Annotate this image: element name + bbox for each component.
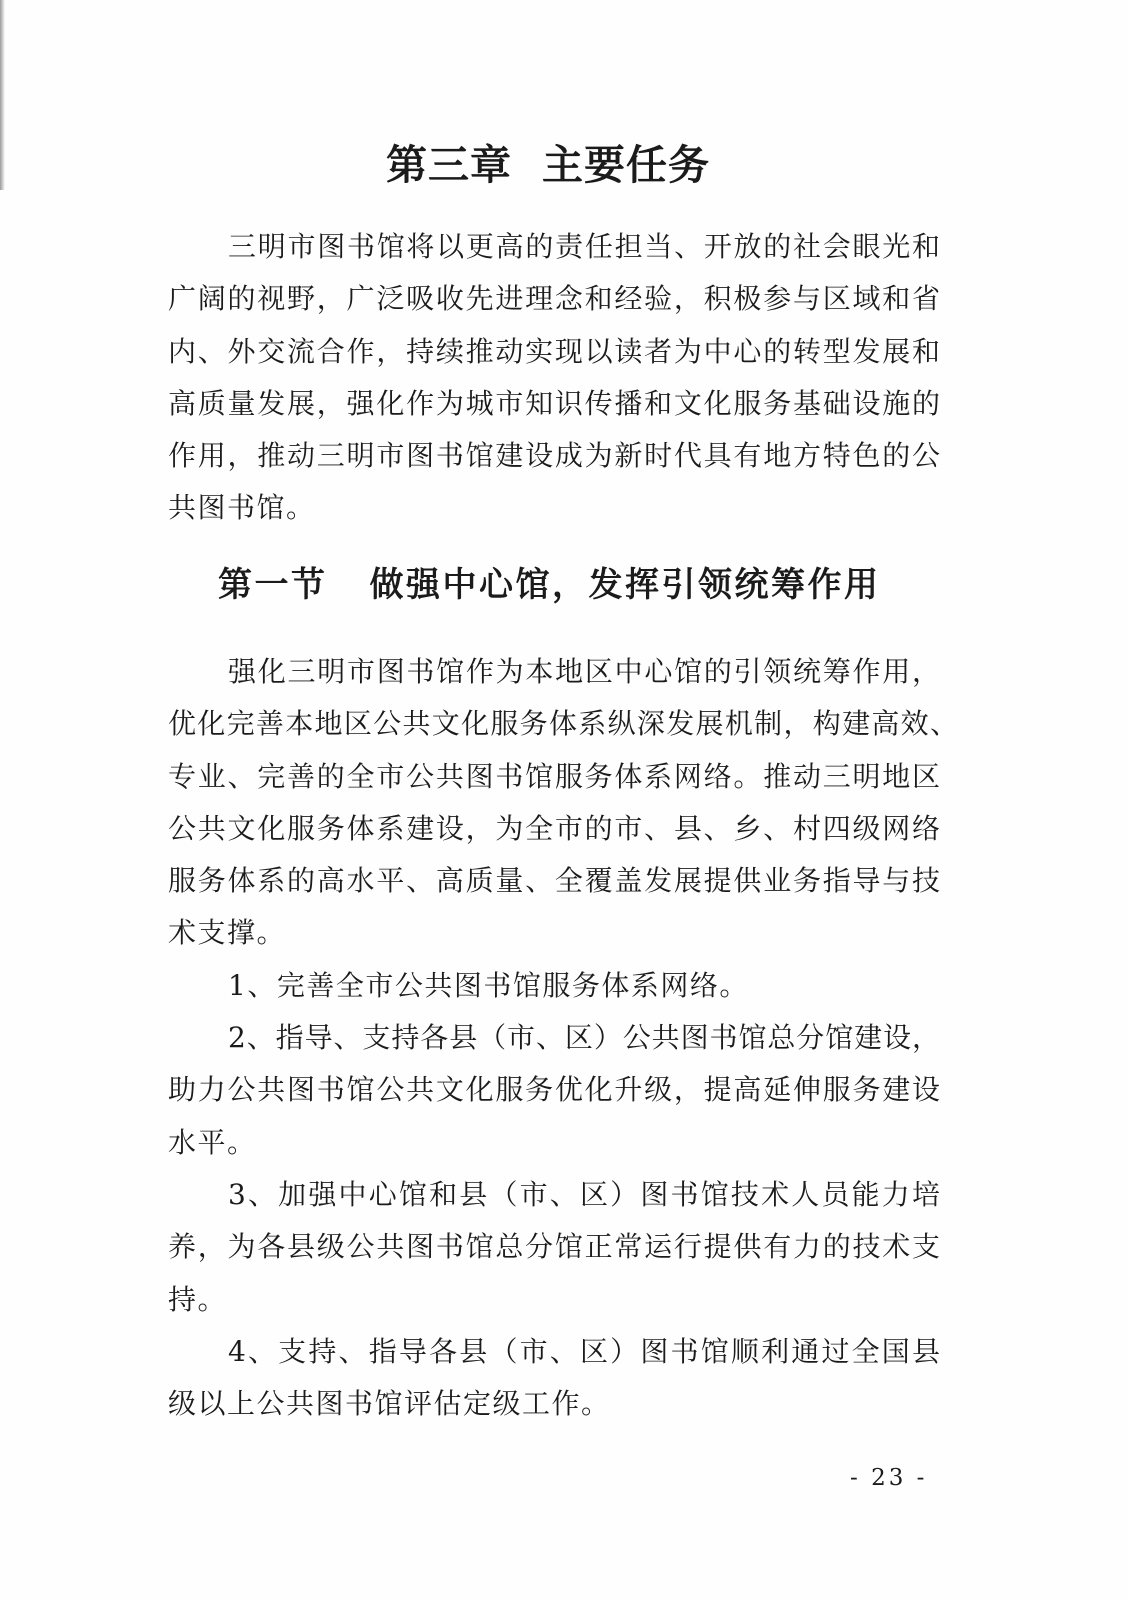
page-number: - 23 - — [850, 1465, 928, 1491]
paragraph-line: 水平。 — [168, 1125, 257, 1159]
task-item-2 — [168, 1012, 940, 1169]
paragraph-line: 优化完善本地区公共文化服务体系纵深发展机制，构建高效、 — [168, 707, 958, 741]
chapter-heading — [386, 135, 710, 195]
paragraph-line: 级以上公共图书馆评估定级工作。 — [168, 1387, 611, 1421]
paragraph-line: 作用，推动三明市图书馆建设成为新时代具有地方特色的公 — [168, 439, 940, 473]
task-item-3 — [168, 1169, 940, 1326]
section-title: 做强中心馆，发挥引领统筹作用 — [369, 565, 881, 605]
paragraph-line: 3、加强中心馆和县（市、区）图书馆技术人员能力培 — [228, 1177, 940, 1211]
paragraph-line: 持。 — [168, 1282, 228, 1316]
paragraph-line: 高质量发展，强化作为城市知识传播和文化服务基础设施的 — [168, 386, 940, 420]
paragraph-line: 2、指导、支持各县（市、区）公共图书馆总分馆建设， — [228, 1021, 940, 1055]
paragraph-line: 养，为各县级公共图书馆总分馆正常运行提供有力的技术支 — [168, 1230, 940, 1264]
chapter-number: 第三章 — [386, 141, 512, 189]
paragraph-line: 强化三明市图书馆作为本地区中心馆的引领统筹作用， — [228, 655, 940, 688]
paragraph-line: 助力公共图书馆公共文化服务优化升级，提高延伸服务建设 — [168, 1073, 940, 1107]
section-number: 第一节 — [218, 565, 328, 605]
paragraph-line: 服务体系的高水平、高质量、全覆盖发展提供业务指导与技 — [168, 864, 940, 898]
paragraph-line: 4、支持、指导各县（市、区）图书馆顺利通过全国县 — [228, 1334, 940, 1368]
paragraph-line: 1、完善全市公共图书馆服务体系网络。 — [228, 968, 749, 1002]
chapter-intro-paragraph — [168, 221, 940, 535]
task-item-4 — [168, 1326, 940, 1431]
section-heading — [218, 555, 881, 615]
paragraph-line: 广阔的视野，广泛吸收先进理念和经验，积极参与区域和省 — [168, 282, 940, 316]
paragraph-line: 内、外交流合作，持续推动实现以读者为中心的转型发展和 — [168, 334, 940, 368]
paragraph-line: 公共文化服务体系建设，为全市的市、县、乡、村四级网络 — [168, 811, 940, 845]
paragraph-line: 三明市图书馆将以更高的责任担当、开放的社会眼光和 — [228, 230, 940, 263]
section-body — [168, 646, 958, 1430]
section-intro-paragraph — [168, 646, 958, 960]
scan-edge-shadow — [0, 0, 5, 190]
chapter-title: 主要任务 — [542, 141, 710, 189]
paragraph-line: 专业、完善的全市公共图书馆服务体系网络。推动三明地区 — [168, 759, 940, 793]
paragraph-line: 术支撑。 — [168, 916, 287, 950]
paragraph-line: 共图书馆。 — [168, 491, 316, 525]
task-item-1 — [168, 960, 940, 1012]
